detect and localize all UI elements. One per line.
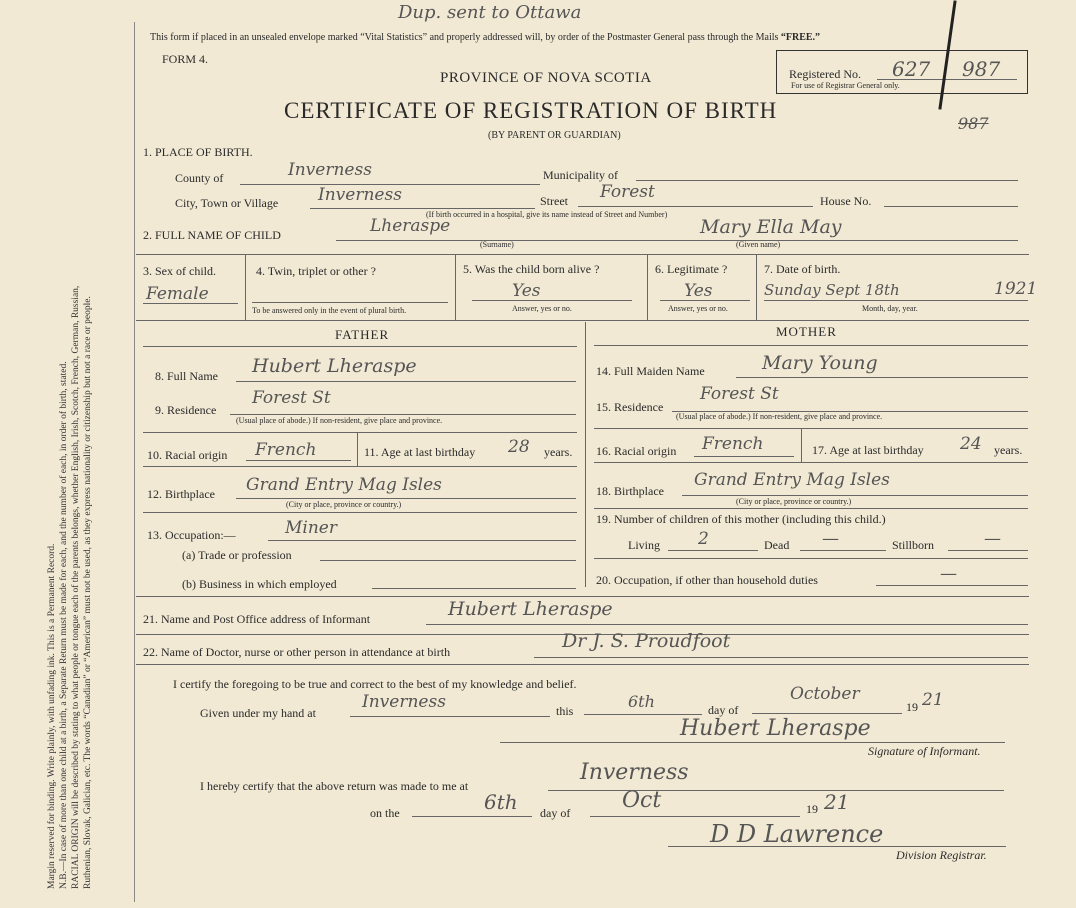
city-label: City, Town or Village: [175, 196, 279, 210]
registered-box: [776, 50, 1028, 94]
father-occupation-value: Miner: [285, 518, 337, 538]
father-birthplace-note: (City or place, province or country.): [286, 500, 402, 509]
this-day: 6th: [628, 692, 655, 711]
registrar-place: Inverness: [580, 760, 689, 785]
municipality-label: Municipality of: [543, 168, 618, 182]
doctor-label: 22. Name of Doctor, nurse or other person in attendance at birth: [143, 645, 451, 659]
mother-occupation-label: 20. Occupation, if other than household duties: [596, 573, 818, 587]
margin-line-1: Margin reserved for binding. Write plainly, with unfading ink. This is a Permanent Record.: [47, 543, 57, 889]
registered-number: 627: [892, 57, 931, 81]
certify-year-prefix: 19: [906, 700, 918, 714]
children-label: 19. Number of children of this mother (including this child.): [596, 512, 886, 526]
registrar-month: Oct: [622, 788, 662, 813]
father-race-label: 10. Racial origin: [147, 448, 228, 462]
doctor-value: Dr J. S. Proudfoot: [562, 630, 731, 652]
informant-signature: Hubert Lheraspe: [680, 716, 871, 741]
given-under-label: Given under my hand at: [200, 706, 316, 720]
postal-notice-text: This form if placed in an unsealed envelope marked “Vital Statistics” and properly addressed will, by order of the Postmaster General pass through the Mails: [150, 32, 779, 43]
dead-label: Dead: [764, 538, 790, 552]
registered-label: Registered No.: [789, 67, 861, 81]
certify-month: October: [790, 684, 860, 704]
city-value: Inverness: [318, 185, 402, 205]
informant-value: Hubert Lheraspe: [448, 598, 613, 620]
informant-signature-caption: Signature of Informant.: [868, 744, 981, 758]
registrar-year: 21: [824, 790, 850, 814]
father-race-value: French: [255, 440, 317, 460]
postal-notice-free: “FREE.”: [780, 32, 821, 43]
registrar-statement: I hereby certify that the above return was made to me at: [200, 779, 469, 793]
father-age-value: 28: [508, 437, 530, 457]
mother-birthplace-label: 18. Birthplace: [596, 484, 664, 498]
father-occupation-label: 13. Occupation:—: [147, 528, 236, 542]
alive-value: Yes: [512, 281, 541, 301]
child-surname: Lheraspe: [370, 216, 451, 236]
mother-occupation-value: —: [940, 564, 957, 584]
certify-statement: I certify the foregoing to be true and correct to the best of my knowledge and belief.: [173, 677, 577, 691]
margin-border: [134, 22, 135, 902]
struck-number: 987: [958, 114, 989, 133]
margin-notes: [46, 69, 94, 889]
date-note: Month, day, year.: [862, 304, 918, 313]
father-birthplace-label: 12. Birthplace: [147, 487, 215, 501]
form-number: FORM 4.: [162, 52, 209, 66]
father-heading: FATHER: [335, 327, 390, 342]
father-name-value: Hubert Lheraspe: [252, 355, 417, 377]
street-label: Street: [540, 194, 568, 208]
father-residence-note: (Usual place of abode.) If non-resident, give place and province.: [236, 416, 443, 425]
father-name-label: 8. Full Name: [155, 369, 218, 383]
twin-note: To be answered only in the event of plural birth.: [252, 306, 407, 315]
mother-name-value: Mary Young: [762, 352, 878, 374]
margin-line-4: Ruthenian, Slovak, Galician, etc. The words “Canadian” or “American” must not be used, as they express nationality or citizenship but not a race or people.: [83, 296, 93, 889]
house-label: House No.: [820, 194, 872, 208]
mother-age-unit: years.: [994, 443, 1023, 457]
street-value: Forest: [600, 182, 655, 202]
child-name-label: 2. FULL NAME OF CHILD: [143, 228, 281, 242]
registrar-day: 6th: [484, 790, 518, 814]
registrar-signature: D D Lawrence: [710, 820, 884, 848]
child-given-name: Mary Ella May: [700, 216, 842, 238]
mother-residence-note: (Usual place of abode.) If non-resident, give place and province.: [676, 412, 883, 421]
father-residence-label: 9. Residence: [155, 403, 217, 417]
on-the-label: on the: [370, 806, 400, 820]
date-year: 1921: [994, 279, 1038, 299]
mother-birthplace-note: (City or place, province or country.): [736, 497, 852, 506]
mother-race-value: French: [702, 434, 764, 454]
day-of-label: day of: [708, 703, 739, 717]
postal-notice: [150, 32, 820, 43]
date-value: Sunday Sept 18th: [764, 281, 900, 299]
mother-residence-label: 15. Residence: [596, 400, 664, 414]
place-of-birth-heading: 1. PLACE OF BIRTH.: [143, 145, 253, 159]
alive-note: Answer, yes or no.: [512, 304, 572, 313]
father-residence-value: Forest St: [252, 388, 331, 408]
mother-heading: MOTHER: [776, 324, 837, 339]
given-caption: (Given name): [736, 240, 781, 249]
surname-caption: (Surname): [480, 240, 514, 249]
registrar-day-of-label: day of: [540, 806, 571, 820]
county-label: County of: [175, 171, 224, 185]
alive-label: 5. Was the child born alive ?: [463, 262, 600, 276]
registered-number-2: 987: [962, 57, 1001, 81]
dead-value: —: [822, 529, 839, 549]
stillborn-label: Stillborn: [892, 538, 935, 552]
business-label: (b) Business in which employed: [182, 577, 337, 591]
date-label: 7. Date of birth.: [764, 262, 841, 276]
mother-age-value: 24: [960, 434, 982, 454]
this-label: this: [556, 704, 574, 718]
father-age-unit: years.: [544, 445, 573, 459]
legitimate-note: Answer, yes or no.: [668, 304, 728, 313]
given-place: Inverness: [362, 692, 446, 712]
living-label: Living: [628, 538, 660, 552]
father-birthplace-value: Grand Entry Mag Isles: [246, 475, 442, 495]
certificate-title: CERTIFICATE OF REGISTRATION OF BIRTH: [284, 98, 778, 123]
sex-value: Female: [146, 284, 209, 304]
ottawa-annotation: Dup. sent to Ottawa: [398, 2, 582, 23]
registered-note: For use of Registrar General only.: [791, 81, 900, 90]
mother-name-label: 14. Full Maiden Name: [596, 364, 705, 378]
certificate-subtitle: (BY PARENT OR GUARDIAN): [488, 130, 621, 141]
margin-line-2: N.B.—In case of more than one child at a birth, a Separate Return must be made for each, and the number of each, in order of birth, stated.: [59, 361, 69, 889]
mother-age-label: 17. Age at last birthday: [812, 443, 924, 457]
trade-label: (a) Trade or profession: [182, 548, 292, 562]
registrar-caption: Division Registrar.: [896, 848, 987, 862]
twin-label: 4. Twin, triplet or other ?: [256, 264, 376, 278]
informant-label: 21. Name and Post Office address of Informant: [143, 612, 371, 626]
mother-birthplace-value: Grand Entry Mag Isles: [694, 470, 890, 490]
sex-label: 3. Sex of child.: [143, 264, 216, 278]
margin-line-3: RACIAL ORIGIN will be described by stating to what people or tongue each of the parents belongs, whether English, Irish, Scotch, French, German, Russian,: [71, 285, 81, 889]
hospital-note: (If birth occurred in a hospital, give its name instead of Street and Number): [426, 210, 668, 219]
county-value: Inverness: [288, 160, 372, 180]
registrar-year-prefix: 19: [806, 802, 818, 816]
mother-residence-value: Forest St: [700, 384, 779, 404]
certify-year: 21: [922, 690, 944, 710]
province-heading: PROVINCE OF NOVA SCOTIA: [440, 70, 652, 86]
legitimate-label: 6. Legitimate ?: [655, 262, 728, 276]
mother-race-label: 16. Racial origin: [596, 444, 677, 458]
stillborn-value: —: [984, 529, 1001, 549]
father-age-label: 11. Age at last birthday: [364, 445, 476, 459]
living-value: 2: [698, 529, 709, 549]
legitimate-value: Yes: [684, 281, 713, 301]
